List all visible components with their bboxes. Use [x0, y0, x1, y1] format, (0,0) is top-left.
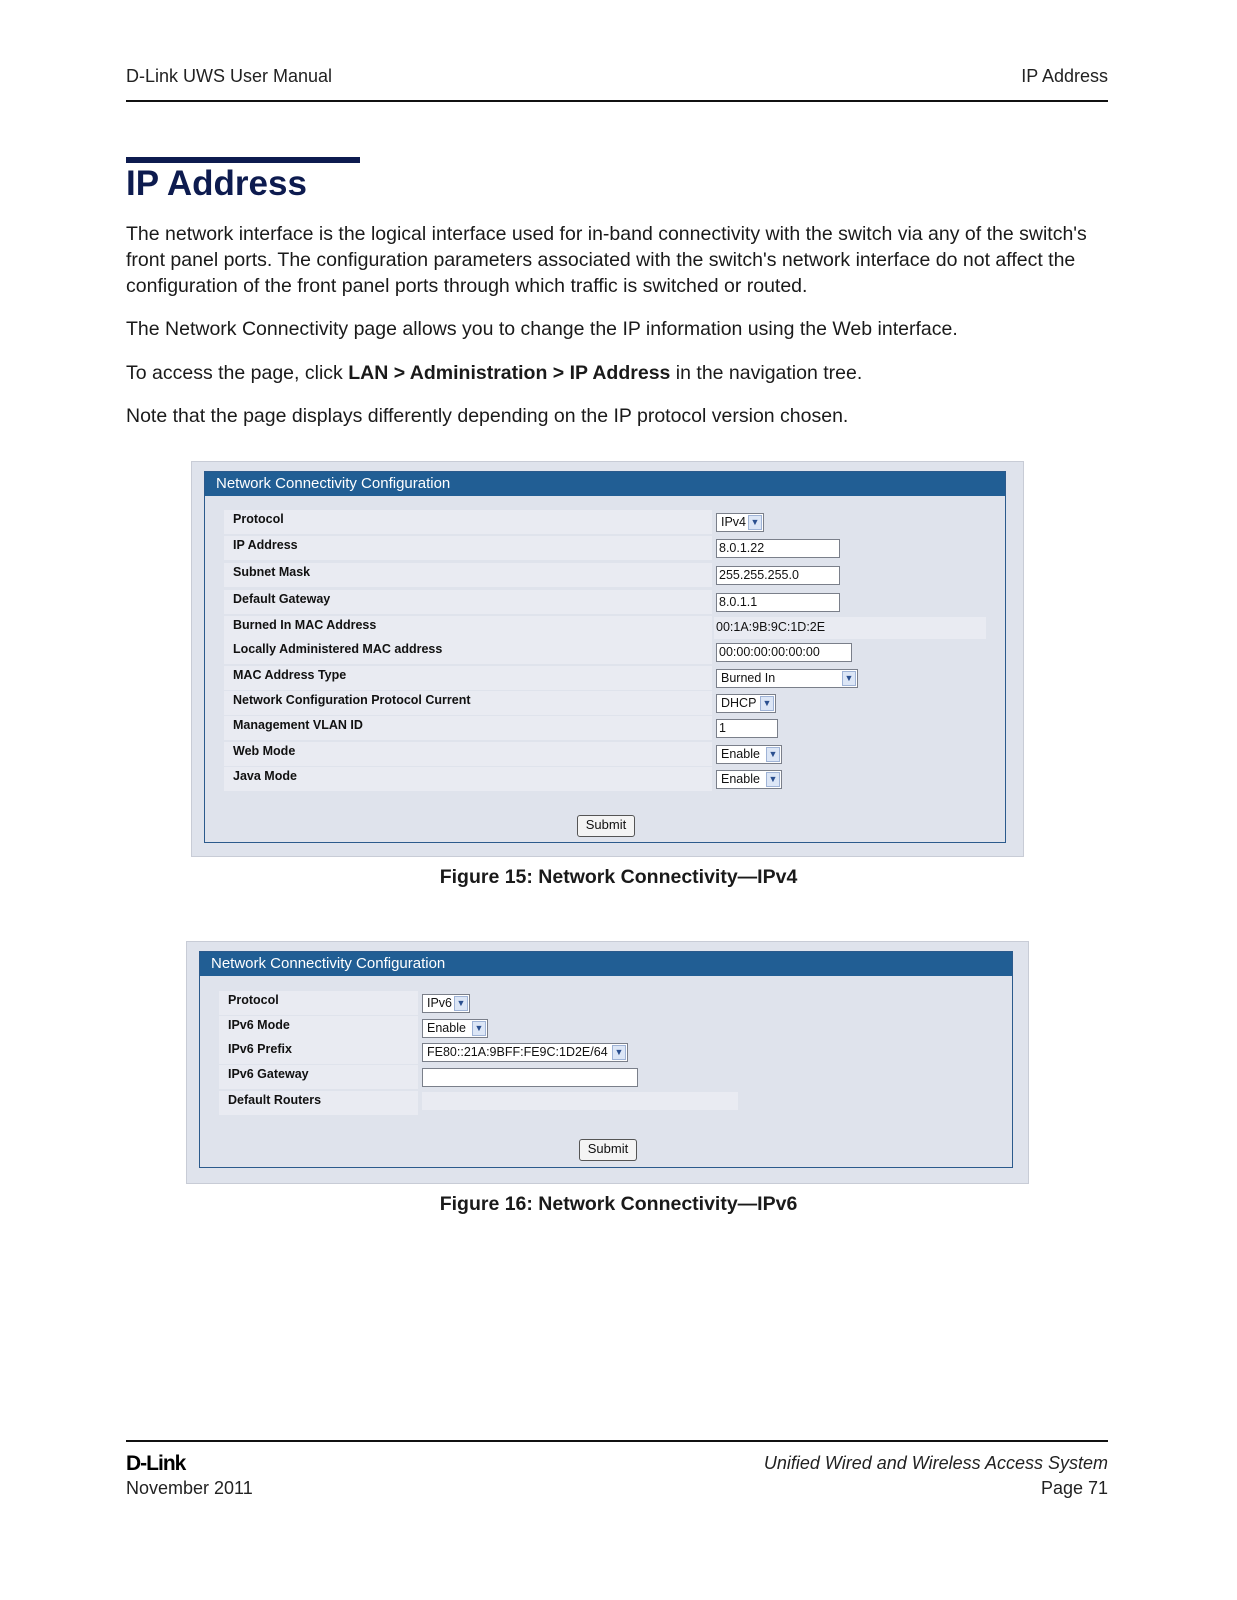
- protocol-select[interactable]: [716, 513, 764, 532]
- row-subnet-mask: [205, 563, 1005, 587]
- label-default-routers: Default Routers: [219, 1091, 418, 1115]
- row-ipv6-gateway: [200, 1065, 1012, 1089]
- footer-rule: [126, 1440, 1108, 1442]
- label-subnet-mask: Subnet Mask: [224, 563, 712, 587]
- web-mode-select[interactable]: [716, 745, 782, 764]
- row-default-routers: [200, 1091, 1012, 1115]
- label-burned-in-mac: Burned In MAC Address: [224, 616, 712, 640]
- label-web-mode: Web Mode: [224, 742, 712, 766]
- label-ipv6-protocol: Protocol: [219, 991, 418, 1015]
- row-default-gateway: [205, 590, 1005, 614]
- default-routers-value: [422, 1092, 738, 1110]
- ipv6-gateway-input[interactable]: [422, 1068, 638, 1087]
- row-local-mac: [205, 640, 1005, 664]
- network-config-protocol-select[interactable]: [716, 694, 776, 713]
- mac-address-type-value: Burned In: [721, 671, 776, 685]
- ipv6-config-panel: [199, 951, 1013, 1168]
- row-ipv6-protocol: [200, 991, 1012, 1015]
- header-section-title: IP Address: [1021, 66, 1108, 86]
- navigation-path: LAN > Administration > IP Address: [348, 362, 671, 384]
- mac-address-type-select[interactable]: [716, 669, 858, 688]
- header-manual-title: D-Link UWS User Manual: [126, 66, 333, 86]
- java-mode-select[interactable]: [716, 770, 782, 789]
- label-ip-address: IP Address: [224, 536, 712, 560]
- ipv4-panel-heading: Network Connectivity Configuration: [205, 472, 1005, 496]
- web-mode-value: Enable: [721, 747, 760, 761]
- figure-15-screenshot: [191, 461, 1024, 857]
- page-number: Page 71: [1040, 1478, 1108, 1498]
- ipv6-prefix-value: FE80::21A:9BFF:FE9C:1D2E/64: [427, 1045, 608, 1059]
- label-ipv6-prefix: IPv6 Prefix: [219, 1040, 418, 1064]
- management-vlan-input[interactable]: 1: [716, 719, 778, 738]
- paragraph-note: Note that the page displays differently depending on the IP protocol version chosen.: [126, 405, 849, 427]
- row-management-vlan: [205, 716, 1005, 740]
- submit-button[interactable]: Submit: [577, 815, 635, 837]
- figure-15-caption: Figure 15: Network Connectivity—IPv4: [439, 866, 798, 888]
- footer-date: November 2011: [126, 1478, 253, 1498]
- row-mac-address-type: [205, 666, 1005, 690]
- label-mac-address-type: MAC Address Type: [224, 666, 712, 690]
- figure-16-screenshot: [186, 941, 1029, 1184]
- row-ip-address: [205, 536, 1005, 560]
- label-management-vlan: Management VLAN ID: [224, 716, 712, 740]
- paragraph-access: [126, 360, 1111, 386]
- title-accent-bar: [126, 157, 360, 163]
- ipv6-protocol-value: IPv6: [427, 996, 453, 1010]
- subnet-mask-input[interactable]: 255.255.255.0: [716, 566, 840, 585]
- ipv6-panel-heading: Network Connectivity Configuration: [200, 952, 1012, 976]
- chevron-down-icon: ▼: [472, 1021, 486, 1036]
- chevron-down-icon: ▼: [766, 772, 780, 787]
- chevron-down-icon: ▼: [612, 1045, 626, 1060]
- default-gateway-input[interactable]: 8.0.1.1: [716, 593, 840, 612]
- burned-in-mac-value: 00:1A:9B:9C:1D:2E: [714, 617, 986, 639]
- access-text-post: in the navigation tree.: [670, 362, 863, 384]
- ipv6-mode-select[interactable]: [422, 1019, 488, 1038]
- ipv6-prefix-select[interactable]: [422, 1043, 628, 1062]
- ipv4-config-panel: [204, 471, 1006, 843]
- row-web-mode: [205, 742, 1005, 766]
- chevron-down-icon: ▼: [842, 671, 856, 686]
- row-burned-in-mac: [205, 616, 1005, 640]
- footer-system-name: Unified Wired and Wireless Access System: [763, 1453, 1108, 1473]
- java-mode-value: Enable: [721, 772, 760, 786]
- row-network-config-protocol: [205, 691, 1005, 715]
- row-java-mode: [205, 767, 1005, 791]
- label-protocol: Protocol: [224, 510, 712, 534]
- label-default-gateway: Default Gateway: [224, 590, 712, 614]
- access-text-pre: To access the page, click: [126, 362, 349, 384]
- row-protocol: [205, 510, 1005, 534]
- submit-button[interactable]: Submit: [579, 1139, 637, 1161]
- label-ipv6-mode: IPv6 Mode: [219, 1016, 418, 1040]
- chevron-down-icon: ▼: [760, 696, 774, 711]
- label-network-config-protocol: Network Configuration Protocol Current: [224, 691, 712, 715]
- row-ipv6-prefix: [200, 1040, 1012, 1064]
- chevron-down-icon: ▼: [454, 996, 468, 1011]
- local-mac-input[interactable]: 00:00:00:00:00:00: [716, 643, 852, 662]
- chevron-down-icon: ▼: [766, 747, 780, 762]
- paragraph-page-purpose: The Network Connectivity page allows you to change the IP information using the Web interface.: [126, 318, 958, 340]
- protocol-select-value: IPv4: [721, 515, 747, 529]
- figure-16-caption: Figure 16: Network Connectivity—IPv6: [439, 1193, 798, 1215]
- network-config-protocol-value: DHCP: [721, 696, 757, 710]
- row-ipv6-mode: [200, 1016, 1012, 1040]
- ipv6-mode-value: Enable: [427, 1021, 466, 1035]
- page-header: [126, 66, 1108, 102]
- label-ipv6-gateway: IPv6 Gateway: [219, 1065, 418, 1089]
- label-local-mac: Locally Administered MAC address: [224, 640, 712, 664]
- chevron-down-icon: ▼: [748, 515, 762, 530]
- paragraph-intro: The network interface is the logical interface used for in-band connectivity with the switch via any of the switch's front panel ports. The configuration parameters associated with the switch's network interface do not affect the configuration of the front panel ports through which traffic is switched or routed.: [126, 223, 1087, 297]
- ip-address-input[interactable]: 8.0.1.22: [716, 539, 840, 558]
- ipv6-protocol-select[interactable]: [422, 994, 470, 1013]
- label-java-mode: Java Mode: [224, 767, 712, 791]
- page-title: IP Address: [126, 164, 307, 203]
- dlink-logo: D-Link: [126, 1452, 186, 1475]
